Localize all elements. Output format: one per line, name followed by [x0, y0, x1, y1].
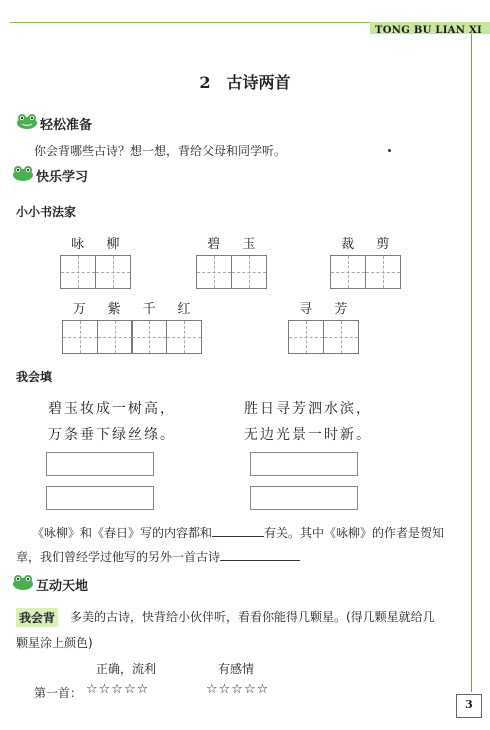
grid-char: 剪 — [376, 237, 390, 252]
writing-cell[interactable] — [330, 255, 366, 289]
criteria-label: 正确，流利 — [96, 662, 157, 676]
grid-char: 紫 — [107, 302, 121, 317]
grid-char: 万 — [72, 302, 86, 317]
frog-icon — [12, 574, 34, 590]
writing-grid-group — [60, 233, 131, 289]
running-title: TONG BU LIAN XI — [375, 25, 482, 36]
answer-box[interactable] — [250, 452, 358, 476]
writing-cell[interactable] — [131, 320, 167, 354]
writing-cell[interactable] — [231, 255, 267, 289]
page-number: 3 — [456, 694, 482, 718]
recite-label: 我会背 — [16, 608, 58, 627]
writing-grid-group — [196, 233, 267, 289]
writing-cell[interactable] — [60, 255, 96, 289]
writing-cell[interactable] — [95, 255, 131, 289]
grid-char: 玉 — [242, 237, 256, 252]
fill-paragraph-line — [32, 524, 444, 541]
writing-cell[interactable] — [196, 255, 232, 289]
writing-cell[interactable] — [166, 320, 202, 354]
writing-grid-group — [288, 298, 359, 354]
poem-line: 无边光景一时新。 — [244, 427, 372, 443]
writing-cell[interactable] — [323, 320, 359, 354]
calligraphy-label: 小小书法家 — [16, 205, 77, 219]
answer-box[interactable] — [46, 452, 154, 476]
grid-char: 柳 — [106, 237, 120, 252]
fill-blank[interactable] — [220, 548, 300, 561]
answer-box[interactable] — [46, 486, 154, 510]
answer-box[interactable] — [250, 486, 358, 510]
fill-label: 我会填 — [16, 370, 53, 384]
grid-char: 红 — [177, 302, 191, 317]
writing-cell[interactable] — [62, 320, 98, 354]
writing-grid-group — [62, 298, 202, 354]
grid-char: 咏 — [71, 237, 85, 252]
poem-line: 万条垂下绿丝绦。 — [48, 427, 176, 443]
grid-char: 千 — [142, 302, 156, 317]
grid-char: 芳 — [334, 302, 348, 317]
poem-line: 胜日寻芳泗水滨， — [244, 401, 372, 417]
grid-char: 裁 — [341, 237, 355, 252]
poem-line: 碧玉妆成一树高， — [48, 401, 176, 417]
rating-row-label: 第一首： — [34, 686, 83, 700]
prepare-heading: 轻松准备 — [40, 118, 93, 133]
recite-text: 颗星涂上颜色) — [16, 636, 93, 650]
writing-cell[interactable] — [288, 320, 324, 354]
writing-grid-group — [330, 233, 401, 289]
fill-paragraph-line — [16, 548, 300, 565]
writing-cell[interactable] — [365, 255, 401, 289]
fill-blank[interactable] — [212, 524, 264, 537]
star-rating[interactable]: ☆☆☆☆☆ — [206, 682, 270, 697]
learn-heading: 快乐学习 — [36, 170, 89, 185]
fill-paragraph-part: 章，我们曾经学过他写的另外一首古诗 — [16, 550, 221, 564]
fill-paragraph-part: 有关。其中《咏柳》的作者是贺知 — [264, 526, 445, 540]
interact-heading: 互动天地 — [36, 579, 89, 594]
grid-char: 寻 — [299, 302, 313, 317]
page-title: 2 古诗两首 — [199, 73, 291, 92]
frog-icon — [12, 165, 34, 181]
recite-text: 多美的古诗，快背给小伙伴听，看看你能得几颗星。(得几颗星就给几 — [70, 610, 435, 624]
fill-paragraph-part: 《咏柳》和《春日》写的内容都和 — [32, 526, 213, 540]
decorative-dot — [388, 149, 391, 152]
grid-char: 碧 — [207, 237, 221, 252]
criteria-label: 有感情 — [218, 662, 255, 676]
writing-cell[interactable] — [97, 320, 133, 354]
margin-rule — [471, 34, 472, 692]
prepare-text: 你会背哪些古诗？想一想，背给父母和同学听。 — [34, 144, 287, 158]
star-rating[interactable]: ☆☆☆☆☆ — [86, 682, 150, 697]
frog-icon — [16, 113, 38, 129]
